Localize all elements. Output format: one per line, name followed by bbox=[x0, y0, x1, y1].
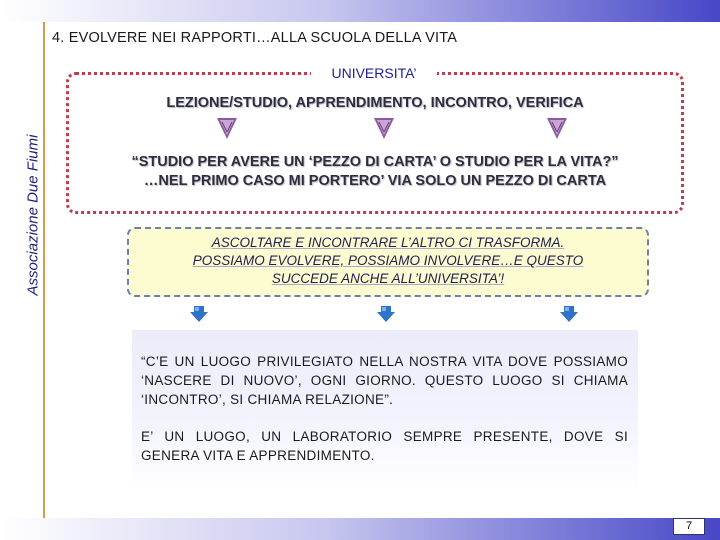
quote-line: “STUDIO PER AVERE UN ‘PEZZO DI CARTA’ O STUDIO PER LA VITA?” bbox=[131, 154, 619, 170]
funnel-icon bbox=[373, 116, 395, 140]
down-arrow-icon bbox=[560, 306, 578, 322]
funnel-icon bbox=[546, 116, 568, 140]
side-organization-label: Associazione Due Fiumi bbox=[24, 134, 42, 296]
slide-title: 4. EVOLVERE NEI RAPPORTI…ALLA SCUOLA DELLA VITA bbox=[52, 30, 458, 46]
bottom-gradient-bar bbox=[0, 518, 720, 540]
highlight-text bbox=[133, 234, 643, 288]
top-gradient-bar bbox=[0, 0, 720, 22]
universita-label: UNIVERSITA’ bbox=[311, 63, 437, 83]
highlight-line: SUCCEDE ANCHE ALL’UNIVERSITA’! bbox=[271, 271, 505, 286]
page-number: 7 bbox=[673, 518, 705, 535]
down-arrow-icon bbox=[190, 306, 208, 322]
down-arrow-icon bbox=[377, 306, 395, 322]
relazione-paragraph: “C’E UN LUOGO PRIVILEGIATO NELLA NOSTRA VITA DOVE POSSIAMO ‘NASCERE DI NUOVO’, OGNI GIORNO. QUESTO LUOGO SI CHIAMA ‘INCONTRO’, SI CHIAMA RELAZIONE”. bbox=[141, 354, 628, 407]
universita-frame bbox=[66, 72, 684, 214]
left-vertical-rule bbox=[43, 22, 45, 518]
laboratorio-paragraph: E’ UN LUOGO, UN LABORATORIO SEMPRE PRESENTE, DOVE SI GENERA VITA E APPRENDIMENTO. bbox=[141, 429, 628, 463]
highlight-line: ASCOLTARE E INCONTRARE L’ALTRO CI TRASFORMA. bbox=[211, 235, 565, 250]
funnel-icon bbox=[216, 116, 238, 140]
universita-subtitle: LEZIONE/STUDIO, APPRENDIMENTO, INCONTRO, VERIFICA bbox=[166, 95, 584, 111]
quote-line: …NEL PRIMO CASO MI PORTERO’ VIA SOLO UN PEZZO DI CARTA bbox=[143, 173, 607, 189]
highlight-line: POSSIAMO EVOLVERE, POSSIAMO INVOLVERE…E QUESTO bbox=[192, 253, 584, 268]
universita-quote bbox=[66, 153, 684, 191]
